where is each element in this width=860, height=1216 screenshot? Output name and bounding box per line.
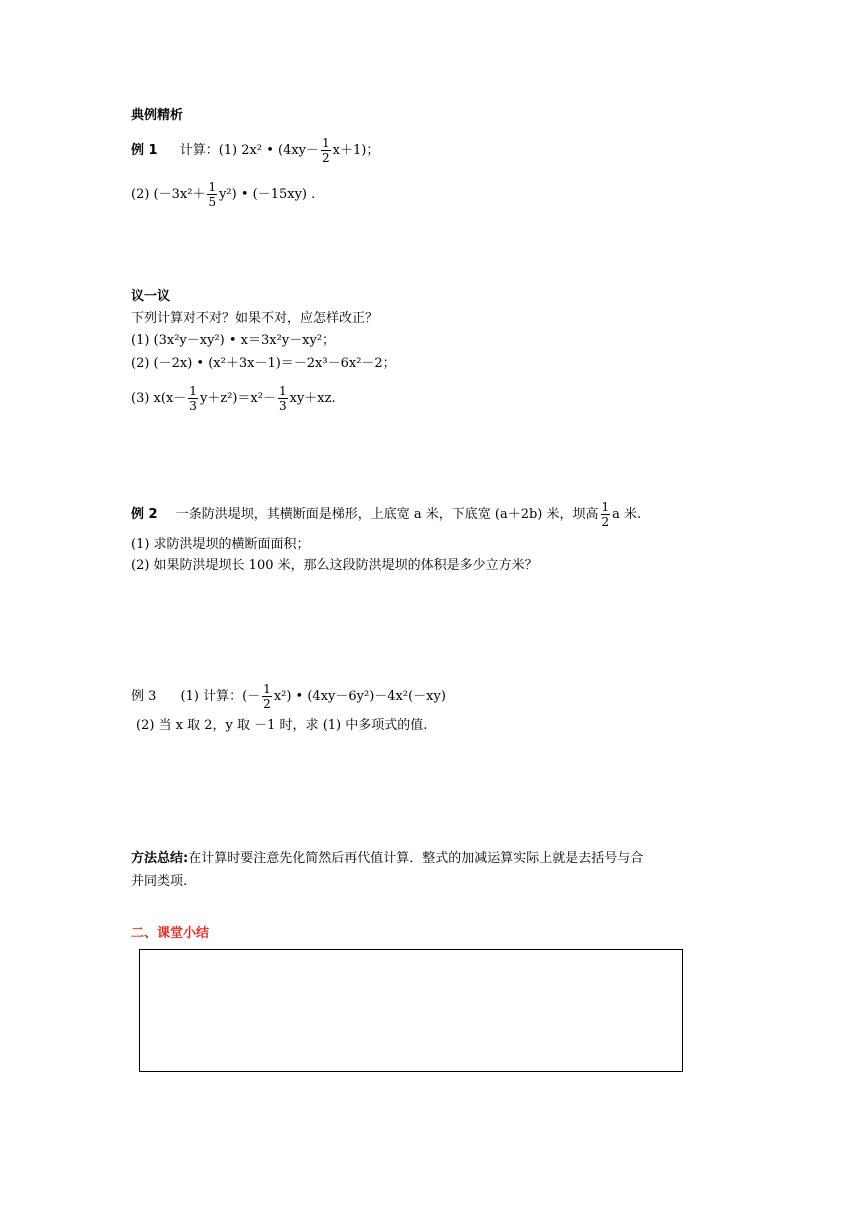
- example-1-line-1: [131, 136, 379, 165]
- example-3-part-1-start: (1) 计算：(－: [180, 689, 261, 704]
- example-3-label: 例 3: [131, 689, 157, 704]
- example-1-line-2: [131, 180, 315, 209]
- discuss-item-1: (1) (3x²y－xy²) • x＝3x²y－xy²；: [131, 333, 336, 348]
- example-3-question-2: (2) 当 x 取 2，y 取 －1 时，求 (1) 中多项式的值.: [136, 718, 428, 733]
- example-1-part-2-end: y²) • (－15xy) .: [219, 187, 316, 202]
- discuss-item-3-part-c: xy＋xz.: [289, 391, 336, 406]
- example-2-label: 例 2: [131, 507, 158, 522]
- fraction-one-fifth: $\frac{1}{5}$: [208, 180, 217, 209]
- method-summary-line-1: [131, 851, 643, 867]
- method-summary-label: 方法总结:: [131, 851, 189, 866]
- method-summary-text-1: 在计算时要注意先化简然后再代值计算．整式的加减运算实际上就是去括号与合: [188, 851, 644, 866]
- example-2-question-1: (1) 求防洪堤坝的横断面面积；: [131, 537, 310, 552]
- example-1-part-1-start: 计算：(1) 2x² • (4xy－: [179, 143, 320, 158]
- fraction-one-third: $\frac{1}{3}$: [189, 384, 197, 413]
- fraction-one-half-2: $\frac{1}{2}$: [601, 500, 610, 529]
- discuss-item-3-part-a: (3) x(x－: [131, 391, 187, 406]
- discuss-item-3-part-b: y＋z²)＝x²－: [199, 391, 276, 406]
- fraction-one-half-3: $\frac{1}{2}$: [263, 682, 271, 711]
- fraction-one-third-2: $\frac{1}{3}$: [278, 384, 287, 413]
- example-1-label: 例 1: [131, 143, 158, 158]
- method-summary-line-2: 并同类项.: [131, 874, 188, 889]
- example-3-part-1-end: x²) • (4xy－6y²)－4x²(－xy): [273, 689, 446, 704]
- example-1-part-1-end: x＋1)；: [332, 143, 380, 158]
- example-2-text-a: 一条防洪堤坝，其横断面是梯形，上底宽 a 米，下底宽 (a＋2b) 米，坝高: [175, 507, 599, 522]
- example-3-line-1: [131, 682, 446, 711]
- fraction-one-half: $\frac{1}{2}$: [322, 136, 330, 165]
- discuss-item-3: [131, 384, 336, 413]
- example-1-part-2-start: (2) (－3x²＋: [131, 187, 206, 202]
- class-summary-box: [139, 949, 683, 1072]
- example-2-text-b: a 米.: [612, 507, 642, 522]
- discuss-question: 下列计算对不对？如果不对，应怎样改正？: [131, 311, 379, 326]
- discuss-heading: 议一议: [131, 289, 171, 304]
- example-2-question-2: (2) 如果防洪堤坝长 100 米，那么这段防洪堤坝的体积是多少立方米？: [131, 558, 538, 573]
- section-heading-typical-examples: 典例精析: [131, 108, 184, 123]
- class-summary-heading: 二、课堂小结: [131, 926, 210, 941]
- example-2-line-1: [131, 500, 641, 529]
- discuss-item-2: (2) (－2x) • (x²＋3x－1)＝－2x³－6x²－2；: [131, 356, 396, 371]
